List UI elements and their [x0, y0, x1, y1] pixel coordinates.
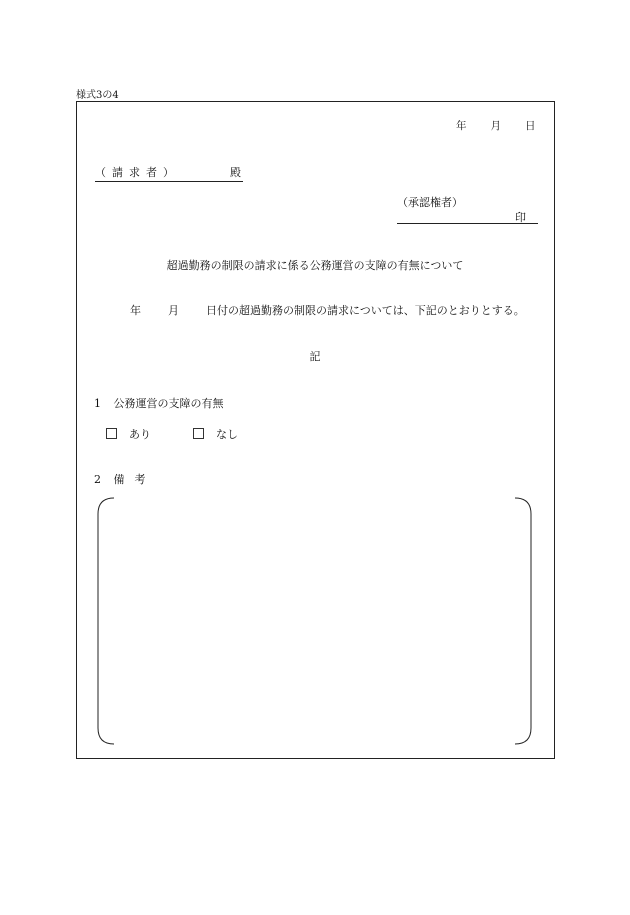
- seal-mark: 印: [515, 211, 526, 224]
- option-no-label: なし: [216, 428, 238, 441]
- date-day: 日: [525, 120, 536, 132]
- item-1-label: 公務運営の支障の有無: [113, 397, 224, 410]
- item-2-label: 備考: [113, 473, 156, 486]
- approver-label: （承認権者）: [397, 196, 463, 209]
- form-code: 様式3の4: [76, 90, 119, 101]
- remarks-left-bracket: [98, 498, 114, 744]
- body-year: 年: [130, 304, 141, 317]
- document-title: 超過勤務の制限の請求に係る公務運営の支障の有無について: [166, 259, 464, 272]
- date-month: 月: [490, 120, 501, 132]
- body-month: 月: [168, 304, 179, 317]
- body-sentence: 日付の超過勤務の制限の請求については、下記のとおりとする。: [206, 304, 525, 317]
- item-2-number: 2: [94, 473, 101, 486]
- option-yes-label: あり: [129, 428, 151, 441]
- item-1-number: 1: [94, 397, 101, 410]
- requester-honorific: 殿: [230, 166, 241, 179]
- date-year: 年: [456, 120, 467, 132]
- ki-heading: 記: [309, 350, 321, 363]
- remarks-right-bracket: [515, 498, 531, 744]
- requester-label: （請求者）: [95, 166, 180, 179]
